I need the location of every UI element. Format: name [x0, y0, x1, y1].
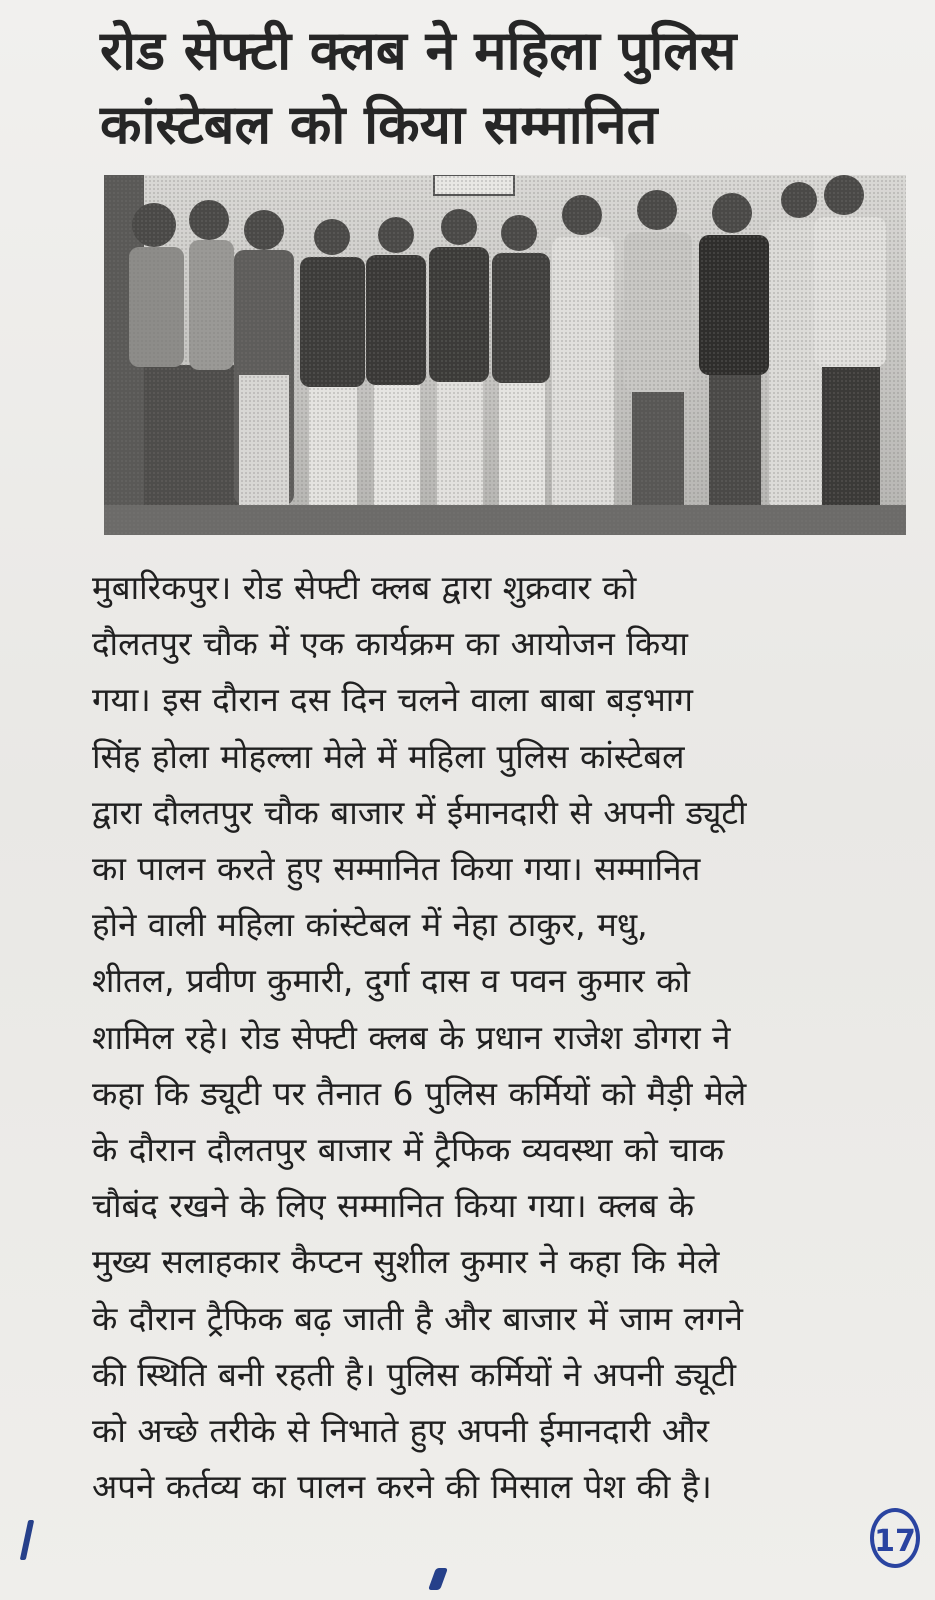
body-line: को अच्छे तरीके से निभाते हुए अपनी ईमानदारी और [92, 1411, 709, 1451]
body-line: गया। इस दौरान दस दिन चलने वाला बाबा बड़भाग [92, 680, 693, 720]
body-line: कहा कि ड्यूटी पर तैनात 6 पुलिस कर्मियों को मैड़ी मेले [92, 1073, 747, 1113]
body-line: अपने कर्तव्य का पालन करने की मिसाल पेश की है। [92, 1467, 712, 1507]
headline-line-1: रोड सेफ्टी क्लब ने महिला पुलिस [100, 19, 737, 82]
headline [100, 14, 890, 162]
body-line: होने वाली महिला कांस्टेबल में नेहा ठाकुर, मधु, [92, 905, 648, 945]
body-line: के दौरान ट्रैफिक बढ़ जाती है और बाजार में जाम लगने [92, 1298, 743, 1338]
body-line: मुख्य सलाहकार कैप्टन सुशील कुमार ने कहा कि मेले [92, 1242, 720, 1282]
article-body [92, 560, 902, 1515]
body-line: द्वारा दौलतपुर चौक बाजार में ईमानदारी से अपनी ड्यूटी [92, 792, 747, 832]
body-line: चौबंद रखने के लिए सम्मानित किया गया। क्लब के [92, 1186, 695, 1226]
body-line: दौलतपुर चौक में एक कार्यक्रम का आयोजन किया [92, 624, 688, 664]
body-line: के दौरान दौलतपुर बाजार में ट्रैफिक व्यवस्था को चाक [92, 1130, 725, 1170]
body-line: की स्थिति बनी रहती है। पुलिस कर्मियों ने अपनी ड्यूटी [92, 1354, 737, 1394]
news-photo [104, 175, 906, 535]
body-line: सिंह होला मोहल्ला मेले में महिला पुलिस कांस्टेबल [92, 736, 685, 776]
body-line: शामिल रहे। रोड सेफ्टी क्लब के प्रधान राजेश डोगरा ने [92, 1017, 731, 1057]
pen-margin-mark [20, 1520, 35, 1560]
body-line: मुबारिकपुर। रोड सेफ्टी क्लब द्वारा शुक्रवार को [92, 568, 637, 607]
body-line: का पालन करते हुए सम्मानित किया गया। सम्मानित [92, 849, 701, 889]
pen-stroke-mark [428, 1568, 448, 1590]
body-line: शीतल, प्रवीण कुमारी, दुर्गा दास व पवन कुमार को [92, 961, 691, 1001]
group-photo-illustration [104, 175, 906, 535]
circled-page-number: 17 [870, 1508, 920, 1568]
headline-line-2: कांस्टेबल को किया सम्मानित [100, 93, 658, 156]
